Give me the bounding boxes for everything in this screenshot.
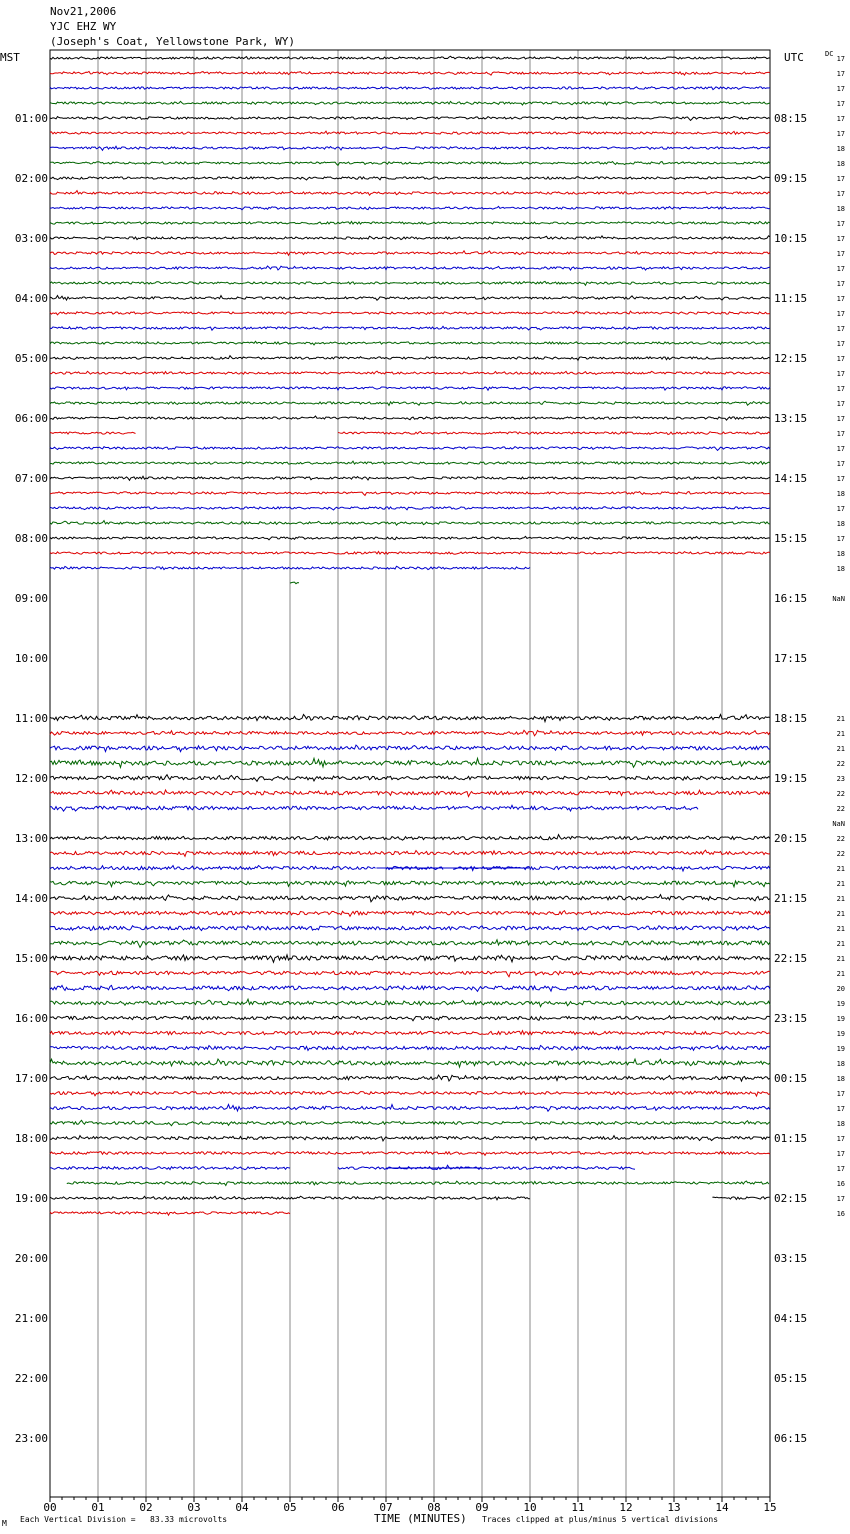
row-value-label: 18 (836, 520, 845, 528)
row-value-label: 21 (836, 715, 845, 723)
seismic-trace (50, 446, 770, 450)
utc-hour-label: 01:15 (774, 1132, 808, 1145)
seismic-trace (50, 87, 770, 90)
utc-hour-label: 16:15 (774, 592, 808, 605)
seismic-trace (50, 536, 770, 539)
row-value-label: 21 (836, 895, 845, 903)
row-value-label: 17 (836, 460, 845, 468)
x-tick-label: 13 (667, 1501, 681, 1514)
x-axis-label: TIME (MINUTES) (374, 1512, 467, 1525)
row-value-label: 17 (836, 280, 845, 288)
mst-hour-label: 18:00 (14, 1132, 48, 1145)
row-value-label: 17 (836, 175, 845, 183)
row-value-label: 17 (836, 445, 845, 453)
row-value-label: 20 (836, 985, 845, 993)
utc-hour-label: 12:15 (774, 352, 808, 365)
row-value-label: 17 (836, 115, 845, 123)
seismic-trace (50, 911, 770, 917)
row-value-label: 17 (836, 235, 845, 243)
row-value-label: 17 (836, 1165, 845, 1173)
seismic-trace (50, 985, 770, 991)
clipping-note: Traces clipped at plus/minus 5 vertical divisions (482, 1515, 719, 1524)
row-value-label: 17 (836, 1150, 845, 1158)
seismic-trace (50, 251, 770, 256)
x-tick-label: 15 (763, 1501, 777, 1514)
seismic-trace (50, 191, 770, 196)
seismic-trace (50, 745, 770, 752)
mst-hour-label: 13:00 (14, 832, 48, 845)
seismic-trace (50, 758, 770, 767)
utc-hour-label: 22:15 (774, 952, 808, 965)
row-value-label: 17 (836, 220, 845, 228)
x-tick-label: 03 (187, 1501, 201, 1514)
row-value-label: 17 (836, 70, 845, 78)
utc-hour-label: 04:15 (774, 1312, 808, 1325)
x-tick-label: 09 (475, 1501, 489, 1514)
seismic-trace (50, 416, 770, 420)
row-value-label: 17 (836, 250, 845, 258)
seismic-trace (50, 999, 770, 1006)
mst-hour-label: 20:00 (14, 1252, 48, 1265)
seismic-trace (50, 461, 770, 464)
row-value-label: 21 (836, 865, 845, 873)
seismic-trace (50, 221, 770, 224)
seismic-trace (290, 582, 299, 584)
seismic-trace (50, 146, 770, 150)
mst-hour-label: 10:00 (14, 652, 48, 665)
mst-hour-label: 02:00 (14, 172, 48, 185)
row-value-label: 17 (836, 295, 845, 303)
row-value-label: 17 (836, 325, 845, 333)
row-value-label: 21 (836, 745, 845, 753)
seismic-trace (530, 866, 770, 871)
mst-hour-label: 09:00 (14, 592, 48, 605)
seismic-trace (50, 176, 770, 180)
seismic-trace (50, 552, 770, 555)
x-tick-label: 07 (379, 1501, 393, 1514)
row-value-label: 21 (836, 925, 845, 933)
utc-hour-label: 10:15 (774, 232, 808, 245)
seismic-trace (50, 1075, 770, 1081)
x-tick-label: 05 (283, 1501, 297, 1514)
seismic-trace (50, 432, 136, 434)
row-value-label: 21 (836, 730, 845, 738)
x-tick-label: 02 (139, 1501, 153, 1514)
mst-hour-label: 17:00 (14, 1072, 48, 1085)
seismic-trace (50, 311, 770, 315)
utc-hour-label: 13:15 (774, 412, 808, 425)
seismic-trace (338, 432, 770, 435)
row-value-label: 18 (836, 145, 845, 153)
seismic-trace (50, 1059, 770, 1067)
utc-axis-title: UTC (784, 51, 804, 64)
seismic-trace (50, 1151, 770, 1155)
row-value-label: 17 (836, 430, 845, 438)
utc-hour-label: 19:15 (774, 772, 808, 785)
x-tick-label: 14 (715, 1501, 729, 1514)
row-value-label: 23 (836, 775, 845, 783)
seismic-trace (50, 1120, 770, 1125)
mst-hour-label: 21:00 (14, 1312, 48, 1325)
seismic-trace (50, 926, 770, 931)
x-tick-label: 08 (427, 1501, 441, 1514)
row-value-label: 21 (836, 910, 845, 918)
row-value-label: 17 (836, 1105, 845, 1113)
row-value-label: 22 (836, 805, 845, 813)
seismic-trace (712, 1197, 769, 1200)
seismic-trace (50, 1105, 770, 1112)
mst-hour-label: 23:00 (14, 1432, 48, 1445)
row-value-label: 18 (836, 1060, 845, 1068)
row-value-label: 17 (836, 55, 845, 63)
dc-tag: DC (825, 50, 834, 58)
row-value-label: 18 (836, 565, 845, 573)
seismic-trace (50, 521, 770, 526)
row-value-label: 17 (836, 1135, 845, 1143)
seismic-trace (50, 1031, 770, 1035)
seismic-trace (67, 1181, 769, 1186)
seismic-trace (50, 835, 770, 841)
utc-hour-label: 15:15 (774, 532, 808, 545)
seismic-trace (50, 387, 770, 391)
row-value-label: 17 (836, 415, 845, 423)
seismic-trace (50, 266, 770, 270)
x-tick-label: 01 (91, 1501, 105, 1514)
utc-hour-label: 08:15 (774, 112, 808, 125)
seismic-trace (50, 895, 770, 902)
x-tick-label: 10 (523, 1501, 537, 1514)
row-value-label: 19 (836, 1045, 845, 1053)
row-value-label: 21 (836, 955, 845, 963)
row-value-label: 17 (836, 85, 845, 93)
seismic-trace (50, 955, 770, 963)
mst-hour-label: 12:00 (14, 772, 48, 785)
row-value-label: 17 (836, 190, 845, 198)
utc-hour-label: 18:15 (774, 712, 808, 725)
seismic-trace (50, 371, 770, 374)
row-value-label: 17 (836, 340, 845, 348)
seismic-trace (50, 356, 770, 361)
mst-hour-label: 14:00 (14, 892, 48, 905)
row-value-label: 18 (836, 550, 845, 558)
x-tick-label: 00 (43, 1501, 57, 1514)
row-value-label: 17 (836, 130, 845, 138)
utc-hour-label: 17:15 (774, 652, 808, 665)
utc-hour-label: 09:15 (774, 172, 808, 185)
row-value-label: 17 (836, 265, 845, 273)
seismic-trace (50, 1136, 770, 1141)
row-value-label: 17 (836, 370, 845, 378)
row-value-label: 17 (836, 355, 845, 363)
row-value-label: 19 (836, 1000, 845, 1008)
seismic-trace (50, 1212, 290, 1215)
corner-mark: M (2, 1519, 7, 1528)
mst-axis-title: MST (0, 51, 20, 64)
row-value-label: 17 (836, 1195, 845, 1203)
seismic-trace (50, 326, 770, 330)
seismic-trace (50, 101, 770, 105)
seismic-trace (50, 1091, 770, 1096)
row-value-label: NaN (832, 595, 845, 603)
utc-hour-label: 23:15 (774, 1012, 808, 1025)
seismic-trace (50, 116, 770, 120)
seismic-trace (50, 881, 770, 887)
row-value-label: 16 (836, 1210, 845, 1218)
row-value-label: 18 (836, 490, 845, 498)
row-value-label: 17 (836, 475, 845, 483)
seismic-trace (50, 940, 770, 948)
row-value-label: 19 (836, 1015, 845, 1023)
row-value-label: 18 (836, 1075, 845, 1083)
mst-hour-label: 16:00 (14, 1012, 48, 1025)
utc-hour-label: 02:15 (774, 1192, 808, 1205)
mst-hour-label: 22:00 (14, 1372, 48, 1385)
plot-date: Nov21,2006 (50, 5, 117, 18)
mst-hour-label: 05:00 (14, 352, 48, 365)
seismic-trace (338, 1165, 635, 1169)
seismic-trace (50, 1046, 770, 1051)
seismic-trace (50, 971, 770, 977)
seismic-trace (50, 775, 770, 782)
row-value-label: 17 (836, 505, 845, 513)
mst-hour-label: 06:00 (14, 412, 48, 425)
seismic-trace (50, 71, 770, 75)
row-value-label: 22 (836, 760, 845, 768)
seismic-trace (50, 1016, 770, 1021)
seismic-trace (50, 162, 770, 166)
row-value-label: 22 (836, 850, 845, 858)
row-value-label: 18 (836, 205, 845, 213)
seismic-trace (50, 476, 770, 480)
seismic-trace (50, 790, 770, 797)
utc-hour-label: 11:15 (774, 292, 808, 305)
row-value-label: 22 (836, 790, 845, 798)
seismic-trace (50, 715, 770, 722)
seismic-trace (50, 206, 770, 209)
row-value-label: 21 (836, 970, 845, 978)
seismic-trace (50, 730, 770, 736)
row-value-label: 17 (836, 535, 845, 543)
row-value-label: 17 (836, 310, 845, 318)
station-name: YJC EHZ WY (50, 20, 117, 33)
mst-hour-label: 08:00 (14, 532, 48, 545)
seismic-trace (50, 492, 770, 496)
seismic-trace (50, 56, 770, 59)
mst-hour-label: 19:00 (14, 1192, 48, 1205)
station-location: (Joseph's Coat, Yellowstone Park, WY) (50, 35, 296, 48)
mst-hour-label: 01:00 (14, 112, 48, 125)
utc-hour-label: 14:15 (774, 472, 808, 485)
row-value-label: 17 (836, 1090, 845, 1098)
seismic-trace (50, 236, 770, 240)
x-tick-label: 06 (331, 1501, 345, 1514)
seismic-trace (50, 805, 698, 811)
row-value-label: 19 (836, 1030, 845, 1038)
utc-hour-label: 06:15 (774, 1432, 808, 1445)
row-value-label: 17 (836, 385, 845, 393)
seismic-trace (50, 866, 376, 871)
utc-hour-label: 21:15 (774, 892, 808, 905)
mst-hour-label: 11:00 (14, 712, 48, 725)
vertical-division-note: Each Vertical Division = 83.33 microvolts (20, 1515, 228, 1524)
mst-hour-label: 15:00 (14, 952, 48, 965)
row-value-label: 18 (836, 1120, 845, 1128)
row-value-label: 21 (836, 880, 845, 888)
utc-hour-label: 00:15 (774, 1072, 808, 1085)
mst-hour-label: 07:00 (14, 472, 48, 485)
mst-hour-label: 04:00 (14, 292, 48, 305)
seismic-trace (50, 401, 770, 405)
seismic-trace (50, 131, 770, 134)
row-value-label: 17 (836, 400, 845, 408)
seismic-trace (50, 1167, 290, 1170)
utc-hour-label: 05:15 (774, 1372, 808, 1385)
row-value-label: 22 (836, 835, 845, 843)
row-value-label: 18 (836, 160, 845, 168)
x-tick-label: 12 (619, 1501, 633, 1514)
row-value-label: 17 (836, 100, 845, 108)
utc-hour-label: 03:15 (774, 1252, 808, 1265)
seismic-trace (50, 850, 770, 856)
x-tick-label: 04 (235, 1501, 249, 1514)
x-tick-label: 11 (571, 1501, 585, 1514)
row-value-label: 21 (836, 940, 845, 948)
seismic-trace (50, 341, 770, 345)
row-value-label: NaN (832, 820, 845, 828)
seismic-trace (50, 507, 770, 510)
seismic-trace (50, 296, 770, 301)
row-value-label: 16 (836, 1180, 845, 1188)
utc-hour-label: 20:15 (774, 832, 808, 845)
mst-hour-label: 03:00 (14, 232, 48, 245)
seismic-trace (50, 281, 770, 285)
